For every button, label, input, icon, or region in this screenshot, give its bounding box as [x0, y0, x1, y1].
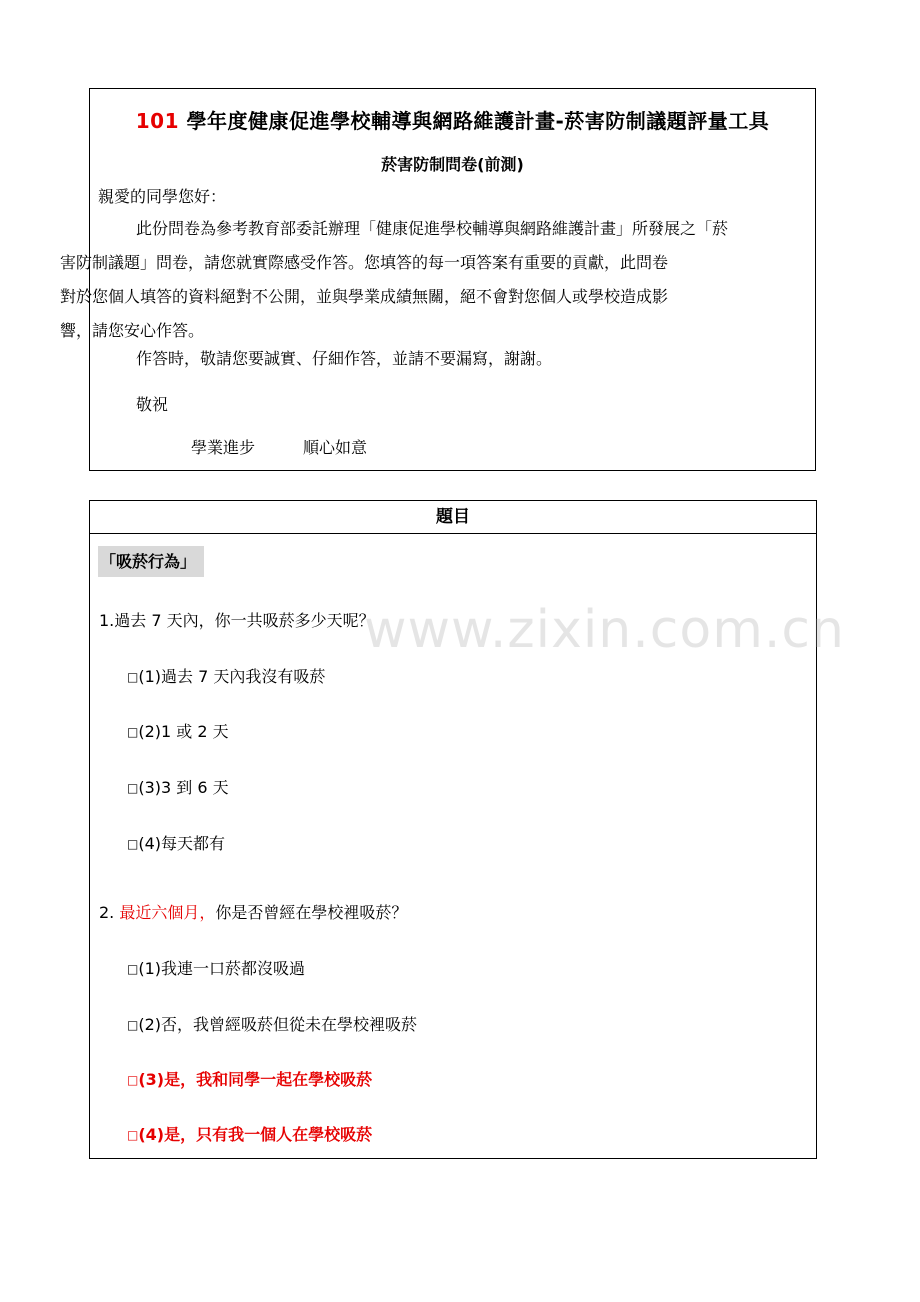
- option-label: (3)是，我和同學一起在學校吸菸: [138, 1070, 373, 1089]
- intro-line: 此份問卷為參考教育部委託辦理「健康促進學校輔導與網路維護計畫」所發展之「菸: [136, 219, 729, 238]
- greeting: 親愛的同學您好：: [98, 187, 227, 206]
- q1-option-3[interactable]: [127, 775, 229, 798]
- option-label: (4)是，只有我一個人在學校吸菸: [138, 1125, 373, 1144]
- wish-study: 學業進步: [191, 438, 256, 457]
- checkbox-icon[interactable]: □: [127, 1073, 139, 1087]
- intro-line: 響，請您安心作答。: [60, 321, 205, 340]
- q2-number: 2.: [99, 903, 120, 922]
- option-label: (2)否，我曾經吸菸但從未在學校裡吸菸: [138, 1015, 418, 1034]
- checkbox-icon[interactable]: □: [127, 781, 139, 795]
- wish-fortune: 順心如意: [303, 438, 368, 457]
- page-title: [90, 105, 815, 134]
- option-label: (1)過去 7 天內我沒有吸菸: [138, 667, 326, 686]
- questionnaire-subtitle: 菸害防制問卷(前測): [381, 155, 524, 174]
- option-label: (1)我連一口菸都沒吸過: [138, 959, 306, 978]
- questions-header: 題目: [90, 501, 816, 534]
- option-label: (4)每天都有: [138, 834, 226, 853]
- checkbox-icon[interactable]: □: [127, 670, 139, 684]
- checkbox-icon[interactable]: □: [127, 725, 139, 739]
- instruction-text: 作答時，敬請您要誠實、仔細作答，並請不要漏寫，謝謝。: [136, 349, 553, 368]
- q2-option-3[interactable]: [127, 1067, 372, 1090]
- q2-highlight: 最近六個月，: [119, 903, 216, 922]
- intro-line: 對於您個人填答的資料絕對不公開，並與學業成績無關，絕不會對您個人或學校造成影: [60, 287, 669, 306]
- title-text: 學年度健康促進學校輔導與網路維護計畫-菸害防制議題評量工具: [178, 109, 770, 133]
- checkbox-icon[interactable]: □: [127, 962, 139, 976]
- intro-line: 害防制議題」問卷，請您就實際感受作答。您填答的每一項答案有重要的貢獻，此問卷: [60, 253, 669, 272]
- q2-text: 你是否曾經在學校裡吸菸？: [215, 903, 408, 922]
- intro-box: [60, 88, 816, 471]
- title-year: 101: [135, 109, 179, 133]
- q2-option-4[interactable]: [127, 1122, 372, 1145]
- intro-paragraph: [60, 212, 810, 348]
- question-2: [99, 900, 407, 923]
- q1-option-4[interactable]: [127, 831, 225, 854]
- checkbox-icon[interactable]: □: [127, 837, 139, 851]
- section-label: 「吸菸行為」: [98, 546, 204, 577]
- q2-option-2[interactable]: [127, 1012, 417, 1035]
- q1-option-2[interactable]: [127, 719, 229, 742]
- q1-option-1[interactable]: [127, 664, 325, 687]
- checkbox-icon[interactable]: □: [127, 1018, 139, 1032]
- question-1: 1.過去 7 天內，你一共吸菸多少天呢？: [99, 611, 375, 630]
- regards-text: 敬祝: [136, 395, 169, 414]
- option-label: (3)3 到 6 天: [138, 778, 229, 797]
- checkbox-icon[interactable]: □: [127, 1128, 139, 1142]
- q2-option-1[interactable]: [127, 956, 305, 979]
- watermark: www.zixin.com.cn: [364, 600, 845, 660]
- option-label: (2)1 或 2 天: [138, 722, 229, 741]
- questions-box: [89, 500, 817, 1159]
